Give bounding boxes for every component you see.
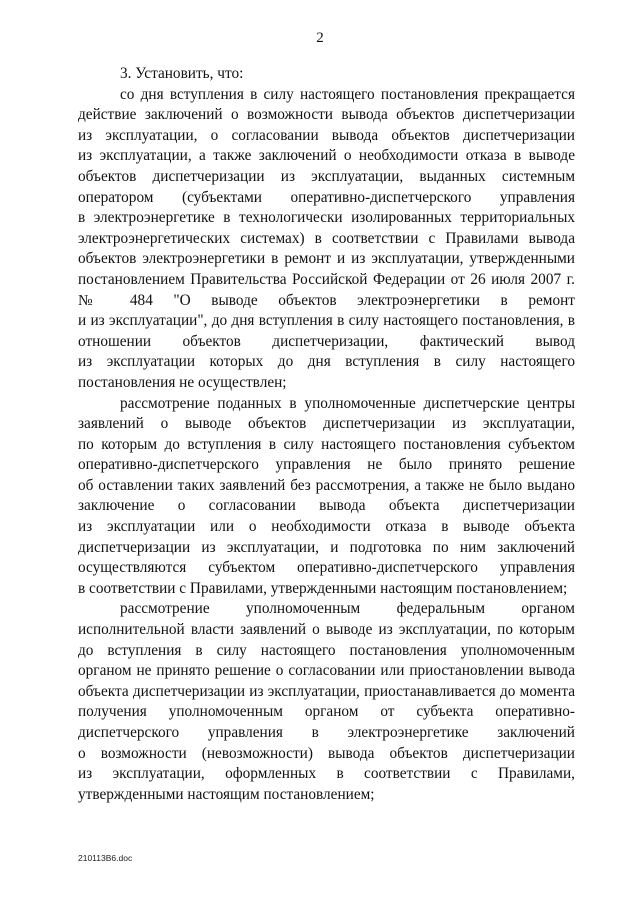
text-line: действие заключений о возможности вывода объектов диспетчеризации <box>78 106 575 124</box>
text-line: электроэнергетических системах) в соответствии с Правилами вывода <box>78 229 575 247</box>
text-line: заключение о согласовании вывода объекта диспетчеризации <box>78 497 575 515</box>
text-line: из эксплуатации или о необходимости отказа в выводе объекта <box>78 518 575 536</box>
text-line: исполнительной власти заявлений о выводе из эксплуатации, по которым <box>78 621 575 639</box>
text-line: объекта диспетчеризации из эксплуатации, приостанавливается до момента <box>78 682 575 700</box>
paragraph-2 <box>78 394 575 600</box>
text-line: до вступления в силу настоящего постановления уполномоченным <box>78 641 575 659</box>
paragraph-1 <box>78 85 575 394</box>
text-line: постановлением Правительства Российской Федерации от 26 июля 2007 г. <box>78 270 575 288</box>
text-line: об оставлении таких заявлений без рассмотрения, а также не было выдано <box>78 476 575 494</box>
text-line: из эксплуатации, о согласовании вывода объектов диспетчеризации <box>78 126 575 144</box>
text-line: в соответствии с Правилами, утвержденными настоящим постановлением; <box>78 579 568 597</box>
text-line: о возможности (невозможности) вывода объектов диспетчеризации <box>78 744 575 762</box>
text-line: получения уполномоченным органом от субъекта оперативно- <box>78 703 575 721</box>
text-line: из эксплуатации, а также заключений о необходимости отказа в выводе <box>78 147 575 165</box>
text-line: и из эксплуатации", до дня вступления в силу настоящего постановления, в <box>78 312 575 330</box>
footer-file-ref: 210113В6.doc <box>78 853 133 863</box>
text-line: постановления не осуществлен; <box>78 373 287 391</box>
text-line: № 484 "О выводе объектов электроэнергетики в ремонт <box>78 291 575 309</box>
text-line: оперативно-диспетчерского управления не было принято решение <box>78 456 575 474</box>
text-line: органом не принято решение о согласовании или приостановлении вывода <box>78 662 575 680</box>
text-line: осуществляются субъектом оперативно-диспетчерского управления <box>78 559 575 577</box>
text-line: из эксплуатации, оформленных в соответствии с Правилами, <box>78 765 575 783</box>
text-line: диспетчеризации из эксплуатации, и подготовка по ним заключений <box>78 538 575 556</box>
text-line: объектов электроэнергетики в ремонт и из эксплуатации, утвержденными <box>78 250 575 268</box>
paragraph-3 <box>78 599 575 805</box>
text-line: диспетчерского управления в электроэнергетике заключений <box>78 724 575 741</box>
page-number: 2 <box>316 30 324 46</box>
text-line: оператором (субъектами оперативно-диспетчерского управления <box>78 188 575 206</box>
text-line: 3. Установить, что: <box>120 65 244 82</box>
text-line: из эксплуатации которых до дня вступления в силу настоящего <box>78 353 575 371</box>
text-line: заявлений о выводе объектов диспетчеризации из эксплуатации, <box>78 415 575 433</box>
text-line: в электроэнергетике в технологически изолированных территориальных <box>78 209 575 227</box>
text-line: со дня вступления в силу настоящего постановления прекращается <box>120 85 575 103</box>
text-line: по которым до вступления в силу настоящего постановления субъектом <box>78 435 575 453</box>
text-line: рассмотрение уполномоченным федеральным органом <box>120 600 575 618</box>
document-body <box>78 64 575 805</box>
text-line: утвержденными настоящим постановлением; <box>78 785 375 803</box>
paragraph-heading <box>78 64 575 85</box>
text-line: объектов диспетчеризации из эксплуатации, выданных системным <box>78 167 575 185</box>
text-line: отношении объектов диспетчеризации, фактический вывод <box>78 332 575 350</box>
text-line: рассмотрение поданных в уполномоченные диспетчерские центры <box>120 394 575 412</box>
